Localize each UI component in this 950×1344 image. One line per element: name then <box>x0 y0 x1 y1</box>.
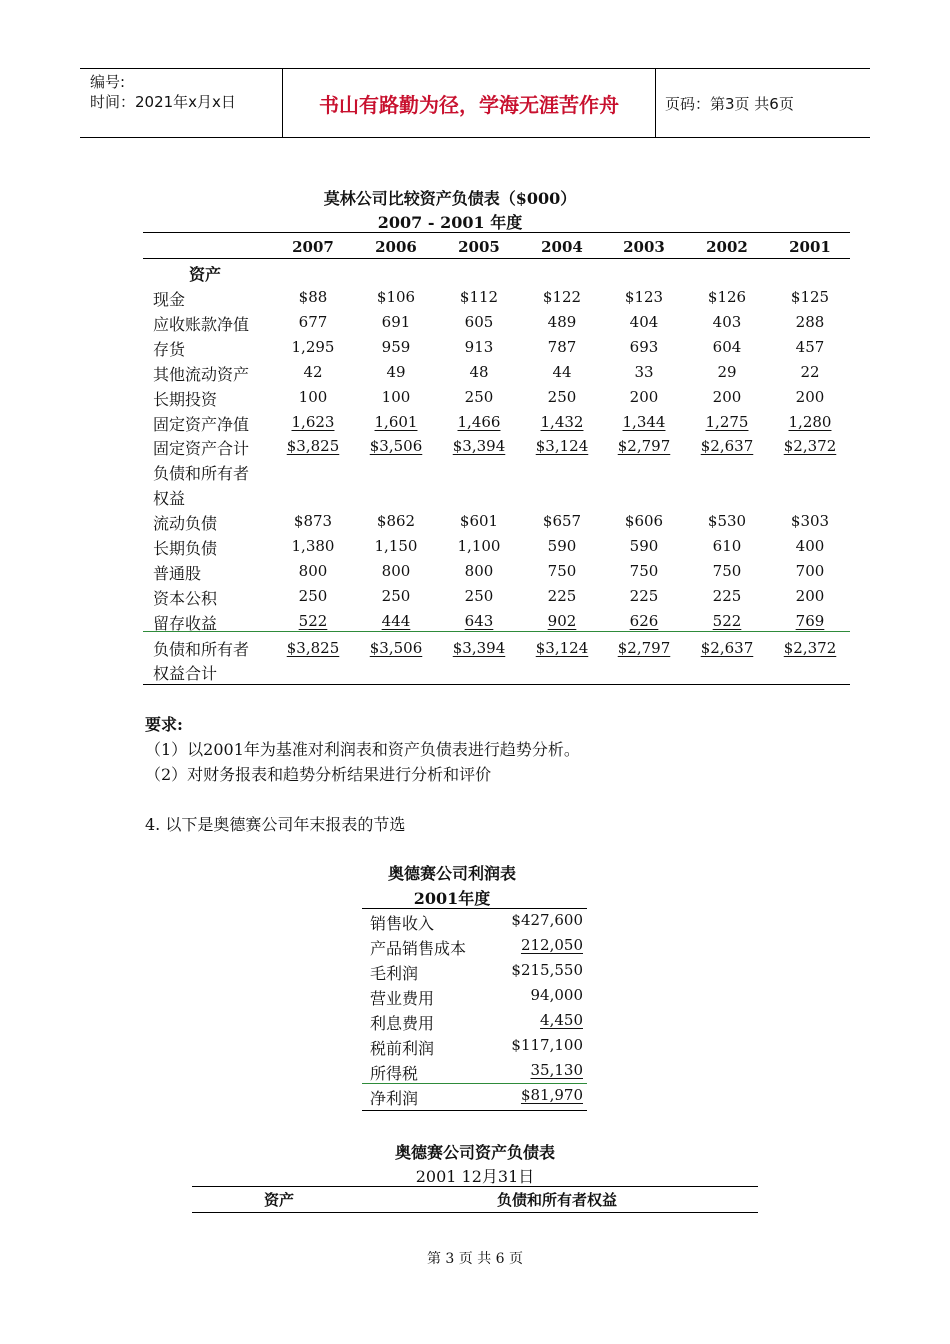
cell-value: $873 <box>293 512 333 530</box>
balance-sheet2-header <box>192 1186 758 1213</box>
income-row <box>362 1086 587 1111</box>
cell-value: 250 <box>381 586 411 605</box>
year-header-2007: 2007 <box>292 238 334 256</box>
row-label: 固定资产净值 <box>153 414 250 434</box>
cell-value: 959 <box>381 337 411 356</box>
cell-value: 800 <box>381 561 411 580</box>
cell-value: 769 <box>795 611 825 630</box>
page-header <box>80 68 870 138</box>
cell-value: 610 <box>712 536 742 555</box>
cell-value: 522 <box>298 611 328 630</box>
income-value: $81,970 <box>520 1086 583 1104</box>
cell-value: 457 <box>795 337 825 356</box>
cell-value: $530 <box>707 512 747 530</box>
income-label: 毛利润 <box>370 964 419 983</box>
balance-sheet-title: 莫林公司比较资产负债表（$000） <box>323 189 577 208</box>
cell-value: 1,380 <box>291 536 335 555</box>
liability-row <box>143 585 850 610</box>
cell-value: 225 <box>547 586 577 605</box>
row-label: 固定资产合计 <box>153 439 250 459</box>
cell-value: $606 <box>624 512 664 530</box>
income-row <box>362 986 587 1011</box>
income-label: 净利润 <box>370 1089 419 1108</box>
total-green-rule <box>143 631 850 632</box>
total-value: $3,394 <box>452 639 506 657</box>
cell-value: $2,797 <box>617 437 671 456</box>
cell-value: 700 <box>795 561 825 580</box>
cell-value: 800 <box>464 561 494 580</box>
cell-value: $126 <box>707 288 747 306</box>
table-bottom-rule <box>143 684 850 685</box>
cell-value: 590 <box>547 536 577 555</box>
cell-value: 1,344 <box>622 412 666 431</box>
year-header-2002: 2002 <box>706 238 748 256</box>
income-row <box>362 961 587 986</box>
income-row <box>362 911 587 936</box>
asset-row <box>143 311 850 336</box>
row-label: 其他流动资产 <box>153 364 250 384</box>
cell-value: 604 <box>712 337 742 356</box>
income-bottom-rule <box>362 1110 587 1111</box>
total-value: $3,124 <box>535 639 589 657</box>
cell-value: 590 <box>629 536 659 555</box>
cell-value: 522 <box>712 611 742 630</box>
cell-value: 288 <box>795 312 825 331</box>
requirement-2: （2）对财务报表和趋势分析结果进行分析和评价 <box>145 765 492 784</box>
liab-heading-2: 权益 <box>153 489 186 508</box>
cell-value: 42 <box>303 362 323 381</box>
row-label: 长期投资 <box>153 389 218 409</box>
cell-value: 403 <box>712 312 742 331</box>
total-value: $3,825 <box>286 639 340 657</box>
cell-value: 250 <box>298 586 328 605</box>
cell-value: 250 <box>547 387 577 406</box>
cell-value: $3,825 <box>286 437 340 456</box>
header-page-label: 页码：第3页 共6页 <box>665 94 794 113</box>
table-top-rule <box>143 232 850 233</box>
cell-value: 1,295 <box>291 337 335 356</box>
cell-value: $3,394 <box>452 437 506 456</box>
asset-row <box>143 361 850 386</box>
cell-value: 22 <box>800 362 820 381</box>
cell-value: 444 <box>381 611 411 630</box>
cell-value: 902 <box>547 611 577 630</box>
income-top-rule <box>362 908 587 909</box>
cell-value: $601 <box>459 512 499 530</box>
income-label: 营业费用 <box>370 989 435 1008</box>
asset-row <box>143 336 850 361</box>
year-header-2005: 2005 <box>458 238 500 256</box>
cell-value: 1,623 <box>291 412 335 431</box>
income-label: 所得税 <box>370 1064 419 1083</box>
income-green-rule <box>362 1083 587 1084</box>
year-header-2003: 2003 <box>623 238 665 256</box>
cell-value: 1,275 <box>705 412 749 431</box>
code-label: 编号: <box>90 73 126 91</box>
cell-value: 250 <box>464 387 494 406</box>
cell-value: 48 <box>469 362 489 381</box>
asset-row <box>143 286 850 311</box>
cell-value: 225 <box>712 586 742 605</box>
requirement-1: （1）以2001年为基准对利润表和资产负债表进行趋势分析。 <box>145 740 580 759</box>
cell-value: 1,280 <box>788 412 832 431</box>
cell-value: 750 <box>547 561 577 580</box>
cell-value: 100 <box>381 387 411 406</box>
header-meta <box>80 69 282 137</box>
cell-value: 1,601 <box>374 412 418 431</box>
cell-value: 693 <box>629 337 659 356</box>
income-value: $117,100 <box>511 1036 583 1054</box>
asset-row <box>143 435 850 460</box>
cell-value: $862 <box>376 512 416 530</box>
income-row <box>362 936 587 961</box>
cell-value: 225 <box>629 586 659 605</box>
income-label: 税前利润 <box>370 1039 435 1058</box>
liability-row <box>143 535 850 560</box>
income-value: 35,130 <box>530 1061 583 1079</box>
income-label: 利息费用 <box>370 1014 435 1033</box>
cell-value: 787 <box>547 337 577 356</box>
cell-value: 913 <box>464 337 494 356</box>
cell-value: $3,124 <box>535 437 589 456</box>
row-label: 应收账款净值 <box>153 314 250 334</box>
income-row <box>362 1011 587 1036</box>
cell-value: 200 <box>795 586 825 605</box>
cell-value: 44 <box>552 362 572 381</box>
assets-heading-row <box>143 262 850 287</box>
col-liab: 负债和所有者权益 <box>497 1191 618 1209</box>
cell-value: 626 <box>629 611 659 630</box>
income-value: 212,050 <box>520 936 583 954</box>
question-4: 4. 以下是奥德赛公司年末报表的节选 <box>145 815 406 834</box>
time-label: 时间：2021年x月x日 <box>90 93 236 111</box>
income-title: 奥德赛公司利润表 <box>387 864 516 883</box>
row-label: 长期负债 <box>153 538 218 558</box>
year-header-2006: 2006 <box>375 238 417 256</box>
cell-value: 643 <box>464 611 494 630</box>
total-label-1: 负债和所有者 <box>153 640 250 659</box>
income-label: 产品销售成本 <box>370 939 467 958</box>
cell-value: 400 <box>795 536 825 555</box>
cell-value: 250 <box>464 586 494 605</box>
total-value: $2,372 <box>783 639 837 657</box>
cell-value: $3,506 <box>369 437 423 456</box>
cell-value: $122 <box>542 288 582 306</box>
cell-value: 404 <box>629 312 659 331</box>
income-row <box>362 1036 587 1061</box>
assets-heading: 资产 <box>189 265 222 284</box>
cell-value: 750 <box>712 561 742 580</box>
total-value: $3,506 <box>369 639 423 657</box>
row-label: 现金 <box>153 290 186 309</box>
cell-value: 750 <box>629 561 659 580</box>
cell-value: 800 <box>298 561 328 580</box>
liability-row <box>143 510 850 535</box>
row-label: 留存收益 <box>153 613 218 633</box>
page-footer: 第 3 页 共 6 页 <box>426 1251 524 1267</box>
cell-value: $657 <box>542 512 582 530</box>
cell-value: $125 <box>790 288 830 306</box>
asset-row <box>143 386 850 411</box>
cell-value: $2,637 <box>700 437 754 456</box>
cell-value: 33 <box>634 362 654 381</box>
income-value: 94,000 <box>530 986 583 1004</box>
income-label: 销售收入 <box>370 914 435 933</box>
header-motto: 书山有路勤为径，学海无涯苦作舟 <box>282 69 656 137</box>
col-assets: 资产 <box>264 1191 295 1209</box>
cell-value: $88 <box>298 288 328 306</box>
row-label: 资本公积 <box>153 588 218 608</box>
cell-value: 29 <box>717 362 737 381</box>
income-subtitle: 2001年度 <box>413 889 491 908</box>
cell-value: $123 <box>624 288 664 306</box>
header-bottom-rule <box>143 258 850 259</box>
cell-value: 200 <box>629 387 659 406</box>
year-header-2001: 2001 <box>789 238 831 256</box>
cell-value: 49 <box>386 362 406 381</box>
asset-row <box>143 411 850 436</box>
total-value: $2,797 <box>617 639 671 657</box>
income-value: $215,550 <box>511 961 583 979</box>
cell-value: 489 <box>547 312 577 331</box>
balance-sheet-subtitle: 2007 - 2001 年度 <box>377 213 523 232</box>
cell-value: 1,150 <box>374 536 418 555</box>
total-row-2 <box>143 661 850 686</box>
total-value: $2,637 <box>700 639 754 657</box>
income-value: 4,450 <box>540 1011 583 1029</box>
cell-value: 1,432 <box>540 412 584 431</box>
requirements-heading: 要求: <box>145 715 183 734</box>
row-label: 存货 <box>153 339 186 359</box>
cell-value: 100 <box>298 387 328 406</box>
total-row <box>143 637 850 662</box>
liab-heading-row-2 <box>143 486 850 511</box>
total-label-2: 权益合计 <box>153 664 218 683</box>
cell-value: 677 <box>298 312 328 331</box>
balance-sheet2-title: 奥德赛公司资产负债表 <box>394 1143 555 1162</box>
cell-value: $2,372 <box>783 437 837 456</box>
cell-value: 200 <box>712 387 742 406</box>
cell-value: 1,100 <box>457 536 501 555</box>
liab-heading-1: 负债和所有者 <box>153 464 250 483</box>
balance-sheet2-subtitle: 2001 12月31日 <box>415 1167 535 1186</box>
row-label: 普通股 <box>153 563 202 583</box>
cell-value: $112 <box>459 288 499 306</box>
year-header-2004: 2004 <box>541 238 583 256</box>
cell-value: $303 <box>790 512 830 530</box>
cell-value: $106 <box>376 288 416 306</box>
cell-value: 691 <box>381 312 411 331</box>
income-value: $427,600 <box>511 911 583 929</box>
cell-value: 200 <box>795 387 825 406</box>
liability-row <box>143 560 850 585</box>
cell-value: 1,466 <box>457 412 501 431</box>
row-label: 流动负债 <box>153 514 218 533</box>
liab-heading-row-1 <box>143 461 850 486</box>
cell-value: 605 <box>464 312 494 331</box>
